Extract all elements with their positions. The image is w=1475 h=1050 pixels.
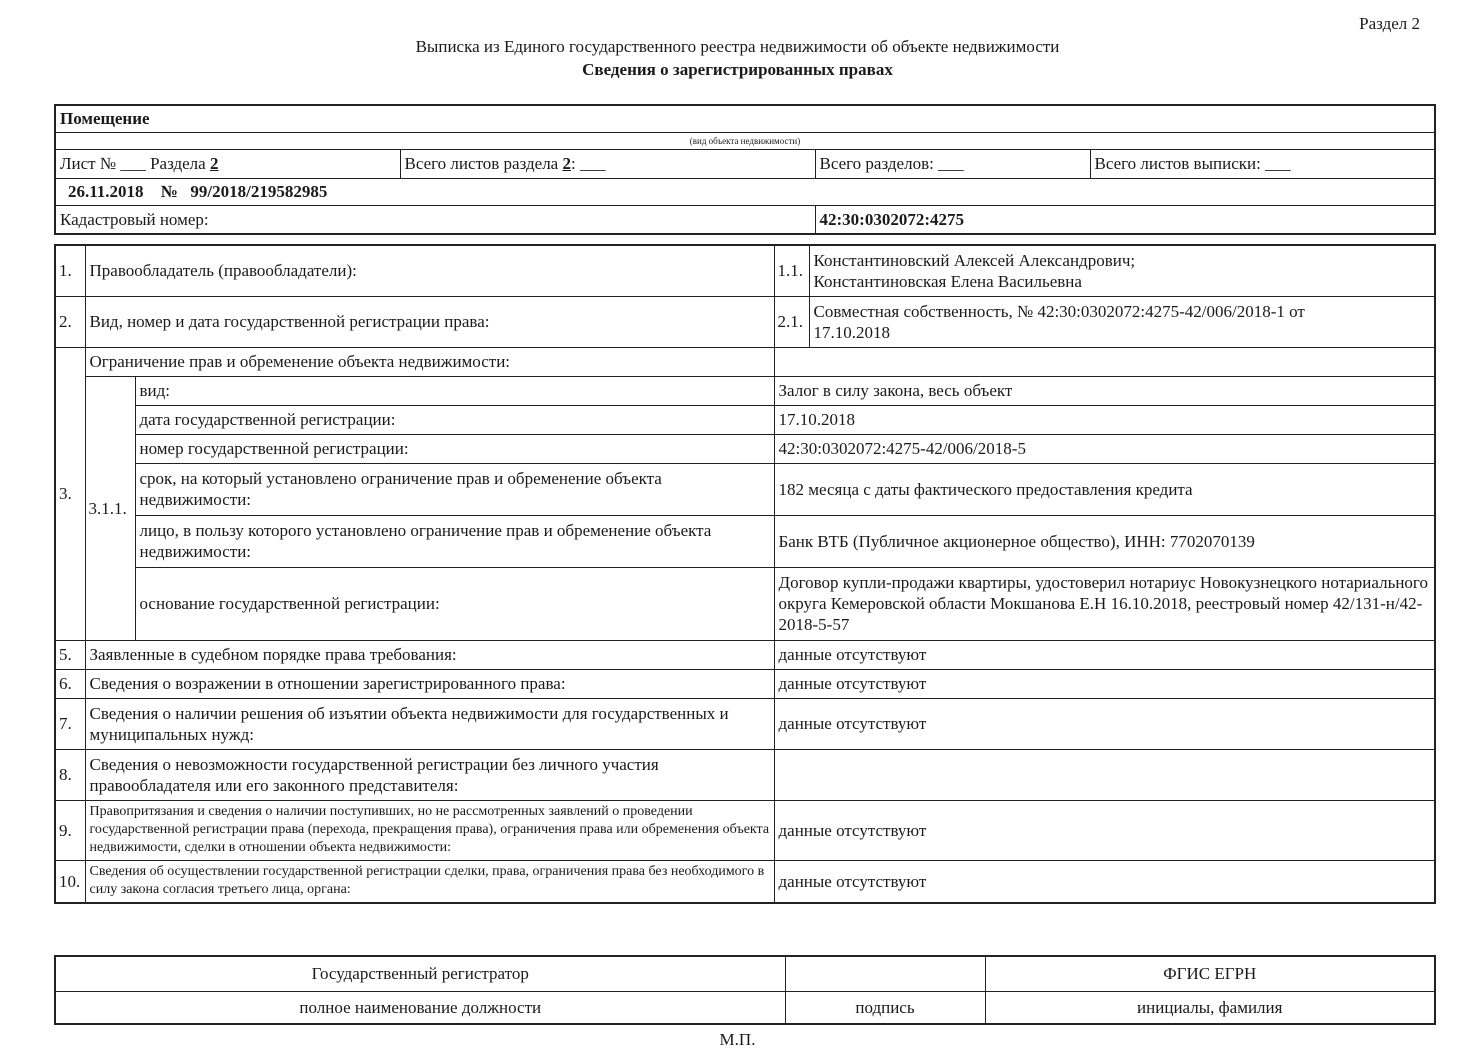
claims-value: данные отсутствуют: [774, 800, 1435, 860]
registrar-position: Государственный регистратор: [55, 956, 785, 991]
encumbrance-basis-value: Договор купли-продажи квартиры, удостоверил нотариус Новокузнецкого нотариального округа Кемеровской области Мокшанова Е.Н 16.10.2018, реестровый номер 42/131-н/42-2018-5-57: [774, 567, 1435, 640]
row-number: 7.: [55, 698, 85, 749]
encumbrance-label: Ограничение прав и обременение объекта недвижимости:: [85, 347, 774, 376]
extract-number: 99/2018/219582985: [190, 182, 328, 201]
encumbrance-date-label: дата государственной регистрации:: [135, 405, 774, 434]
encumbrance-basis-label: основание государственной регистрации:: [135, 567, 774, 640]
total-sheets-cell: [400, 149, 815, 178]
seizure-value: данные отсутствуют: [774, 698, 1435, 749]
row-number: 3.: [55, 347, 85, 640]
right-type-line-2: 17.10.2018: [813, 322, 890, 342]
table-row: [55, 434, 1435, 463]
table-row: [55, 749, 1435, 800]
encumbrance-term-value: 182 месяца с даты фактического предоставления кредита: [774, 463, 1435, 515]
extract-date-number: [55, 178, 1435, 205]
encumbrance-value: [774, 347, 1435, 376]
encumbrance-regnum-label: номер государственной регистрации:: [135, 434, 774, 463]
rights-table: [54, 244, 1436, 904]
object-type-caption: (вид объекта недвижимости): [55, 132, 1435, 149]
total-sheets-suffix: : ___: [570, 154, 606, 173]
extract-date: 26.11.2018: [68, 182, 144, 201]
document-subtitle: Сведения о зарегистрированных правах: [582, 60, 893, 79]
name-caption: инициалы, фамилия: [985, 991, 1435, 1024]
third-party-consent-value: данные отсутствуют: [774, 860, 1435, 903]
table-row: [55, 669, 1435, 698]
claims-label: Правопритязания и сведения о наличии поступивших, но не рассмотренных заявлений о проведении государственной регистрации права (перехода, прекращения права), ограничения права или обременения объекта недвижимости, сделки в отношении объекта недвижимости:: [85, 800, 774, 860]
stamp-place: М.П.: [719, 1030, 756, 1049]
table-row: [55, 800, 1435, 860]
sheet-label: Лист № ___ Раздела: [60, 154, 206, 173]
total-extract-sheets: Всего листов выписки: ___: [1090, 149, 1435, 178]
seizure-label: Сведения о наличии решения об изъятии объекта недвижимости для государственных и муниципальных нужд:: [85, 698, 774, 749]
object-type: Помещение: [55, 105, 1435, 132]
encumbrance-term-label: срок, на который установлено ограничение прав и обременение объекта недвижимости:: [135, 463, 774, 515]
object-header-table: [54, 104, 1436, 235]
third-party-consent-label: Сведения об осуществлении государственной регистрации сделки, права, ограничения права без необходимого в силу закона согласия третьего лица, органа:: [85, 860, 774, 903]
registrar-signature: [785, 956, 985, 991]
table-row: [55, 698, 1435, 749]
personal-participation-value: [774, 749, 1435, 800]
encumbrance-regnum-value: 42:30:0302072:4275-42/006/2018-5: [774, 434, 1435, 463]
table-row: [55, 347, 1435, 376]
total-sheets-section: 2: [562, 154, 571, 173]
table-row: [55, 245, 1435, 296]
table-row: [55, 515, 1435, 567]
table-row: [55, 567, 1435, 640]
signature-caption: подпись: [785, 991, 985, 1024]
objection-value: данные отсутствуют: [774, 669, 1435, 698]
right-type-value: [809, 296, 1435, 347]
total-sheets-label: Всего листов раздела: [404, 154, 559, 173]
row-number: 9.: [55, 800, 85, 860]
right-type-line-1: Совместная собственность, № 42:30:0302072:4275-42/006/2018-1 от: [813, 301, 1305, 321]
total-sections: Всего разделов: ___: [815, 149, 1090, 178]
court-claims-label: Заявленные в судебном порядке права требования:: [85, 640, 774, 669]
right-holder-label: Правообладатель (правообладатели):: [85, 245, 774, 296]
row-number: 10.: [55, 860, 85, 903]
table-row: [55, 376, 1435, 405]
cadastral-label: Кадастровый номер:: [55, 205, 815, 234]
right-type-label: Вид, номер и дата государственной регистрации права:: [85, 296, 774, 347]
encumbrance-person-value: Банк ВТБ (Публичное акционерное общество), ИНН: 7702070139: [774, 515, 1435, 567]
position-caption: полное наименование должности: [55, 991, 785, 1024]
row-number: 2.: [55, 296, 85, 347]
sheet-number-cell: [55, 149, 400, 178]
document-title: Выписка из Единого государственного реестра недвижимости об объекте недвижимости: [415, 37, 1060, 56]
row-number: 5.: [55, 640, 85, 669]
sheet-section: 2: [209, 154, 219, 173]
row-number: 8.: [55, 749, 85, 800]
registrar-name: ФГИС ЕГРН: [985, 956, 1435, 991]
right-holder-value: [809, 245, 1435, 296]
table-row: [55, 405, 1435, 434]
section-label: Раздел 2: [1359, 14, 1420, 33]
signature-table: [54, 955, 1436, 1025]
sub-number: 1.1.: [774, 245, 809, 296]
cadastral-value: 42:30:0302072:4275: [815, 205, 1435, 234]
row-number: 1.: [55, 245, 85, 296]
sub-number: 3.1.1.: [85, 376, 135, 640]
sub-number: 2.1.: [774, 296, 809, 347]
encumbrance-person-label: лицо, в пользу которого установлено ограничение прав и обременение объекта недвижимости:: [135, 515, 774, 567]
number-sign: №: [160, 182, 178, 201]
encumbrance-date-value: 17.10.2018: [774, 405, 1435, 434]
personal-participation-label: Сведения о невозможности государственной регистрации без личного участия правообладателя или его законного представителя:: [85, 749, 774, 800]
objection-label: Сведения о возражении в отношении зарегистрированного права:: [85, 669, 774, 698]
table-row: [55, 463, 1435, 515]
row-number: 6.: [55, 669, 85, 698]
encumbrance-kind-label: вид:: [135, 376, 774, 405]
encumbrance-kind-value: Залог в силу закона, весь объект: [774, 376, 1435, 405]
table-row: [55, 640, 1435, 669]
right-holder-2: Константиновская Елена Васильевна: [813, 271, 1082, 291]
right-holder-1: Константиновский Алексей Александрович;: [813, 250, 1136, 270]
table-row: [55, 860, 1435, 903]
table-row: [55, 296, 1435, 347]
court-claims-value: данные отсутствуют: [774, 640, 1435, 669]
